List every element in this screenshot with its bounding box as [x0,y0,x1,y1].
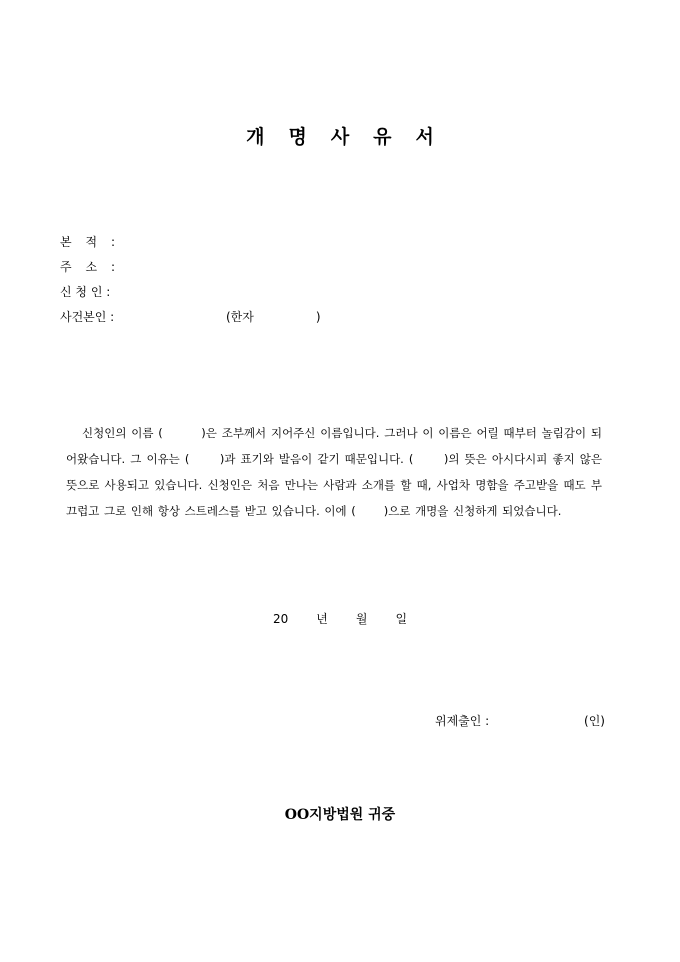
date-year-prefix: 20 [272,612,289,626]
date-month-label: 월 [355,612,368,626]
title-char: 사 [330,126,350,148]
date-line [0,610,680,627]
seal-mark: (인) [584,714,605,728]
date-day-label: 일 [395,612,408,626]
field-juso [60,257,321,282]
field-applicant [60,282,321,307]
reason-paragraph: 신청인의 이름 ( )은 조부께서 지어주신 이름입니다. 그러나 이 이름은 어릴 때부터 놀림감이 되어왔습니다. 그 이유는 ( )과 표기와 발음이 같기 때문입니다. ( )의 뜻은 아시다시피 좋지 않은 뜻으로 사용되고 있습니다. 신청인은 처음 만나는 사람과 소개를 할 때, 사업차 명함을 주고받을 때도 부끄럽고 그로 인해 항상 스트레스를 받고 있습니다. 이에 ( )으로 개명을 신청하게 되었습니다. [66,426,607,518]
court-name: OO지방법원 귀중 [284,807,396,823]
title-char: 명 [288,126,307,148]
field-bonjeok-label: 본 적 : [60,235,115,249]
field-applicant-label: 신 청 인 : [60,285,111,299]
info-fields [60,232,321,332]
field-person [60,307,321,332]
hanja-close: ) [315,310,321,324]
field-bonjeok [60,232,321,257]
title-char: 유 [373,126,392,148]
date-year-label: 년 [316,612,328,626]
hanja-open: (한자 [226,310,254,324]
signature-line [435,712,605,729]
signature-label: 위제출인 : [435,714,490,728]
field-person-label: 사건본인 : [60,310,115,324]
document-title [0,122,680,149]
field-juso-label: 주 소 : [60,260,115,274]
title-char: 서 [415,126,434,148]
title-char: 개 [246,126,265,148]
